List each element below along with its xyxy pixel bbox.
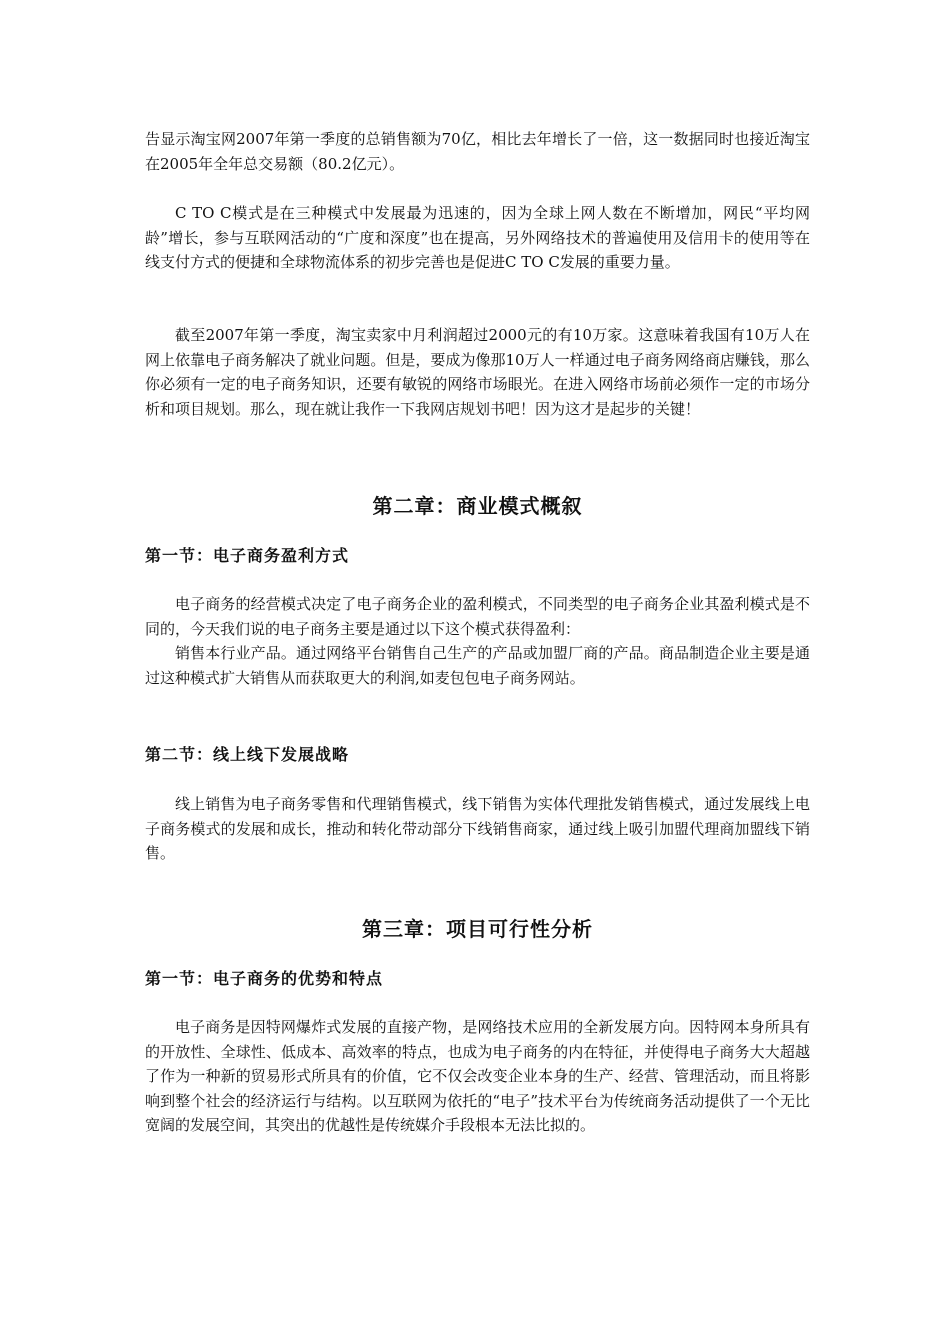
paragraph-profit-model: 电子商务的经营模式决定了电子商务企业的盈利模式，不同类型的电子商务企业其盈利模式是不同的，今天我们说的电子商务主要是通过以下这个模式获得盈利：: [145, 595, 810, 638]
paragraph-ctoc-model: C TO C模式是在三种模式中发展最为迅速的，因为全球上网人数在不断增加，网民“平均网龄”增长，参与互联网活动的“广度和深度”也在提高，另外网络技术的普遍使用及信用卡的使用等在线支付方式的便捷和全球物流体系的初步完善也是促进C TO C发展的重要力量。: [145, 204, 810, 271]
paragraph-sales-products: 销售本行业产品。通过网络平台销售自己生产的产品或加盟厂商的产品。商品制造企业主要是通过这种模式扩大销售从而获取更大的利润,如麦包包电子商务网站。: [145, 644, 810, 687]
chapter-3-title: 第三章：项目可行性分析: [362, 917, 593, 941]
chapter-2-section-2-title: 第二节：线上线下发展战略: [145, 745, 350, 764]
chapter-2-section-1-title: 第一节：电子商务盈利方式: [145, 546, 350, 565]
paragraph-taobao-sellers: 截至2007年第一季度，淘宝卖家中月利润超过2000元的有10万家。这意味着我国有10万人在网上依靠电子商务解决了就业问题。但是，要成为像那10万人一样通过电子商务网络商店赚钱，那么你必须有一定的电子商务知识，还要有敏锐的网络市场眼光。在进入网络市场前必须作一定的市场分析和项目规划。那么，现在就让我作一下我网店规划书吧！因为这才是起步的关键！: [145, 326, 810, 418]
paragraph-taobao-sales: 告显示淘宝网2007年第一季度的总销售额为70亿，相比去年增长了一倍，这一数据同时也接近淘宝在2005年全年总交易额（80.2亿元）。: [145, 130, 810, 173]
chapter-2-title: 第二章：商业模式概叙: [372, 494, 583, 518]
paragraph-online-offline: 线上销售为电子商务零售和代理销售模式，线下销售为实体代理批发销售模式，通过发展线上电子商务模式的发展和成长，推动和转化带动部分下线销售商家，通过线上吸引加盟代理商加盟线下销售。: [145, 795, 810, 862]
paragraph-ecommerce-advantages: 电子商务是因特网爆炸式发展的直接产物，是网络技术应用的全新发展方向。因特网本身所具有的开放性、全球性、低成本、高效率的特点，也成为电子商务的内在特征，并使得电子商务大大超越了作为一种新的贸易形式所具有的价值，它不仅会改变企业本身的生产、经营、管理活动，而且将影响到整个社会的经济运行与结构。以互联网为依托的“电子”技术平台为传统商务活动提供了一个无比宽阔的发展空间，其突出的优越性是传统媒介手段根本无法比拟的。: [145, 1018, 810, 1134]
chapter-3-section-1-title: 第一节：电子商务的优势和特点: [145, 969, 384, 988]
